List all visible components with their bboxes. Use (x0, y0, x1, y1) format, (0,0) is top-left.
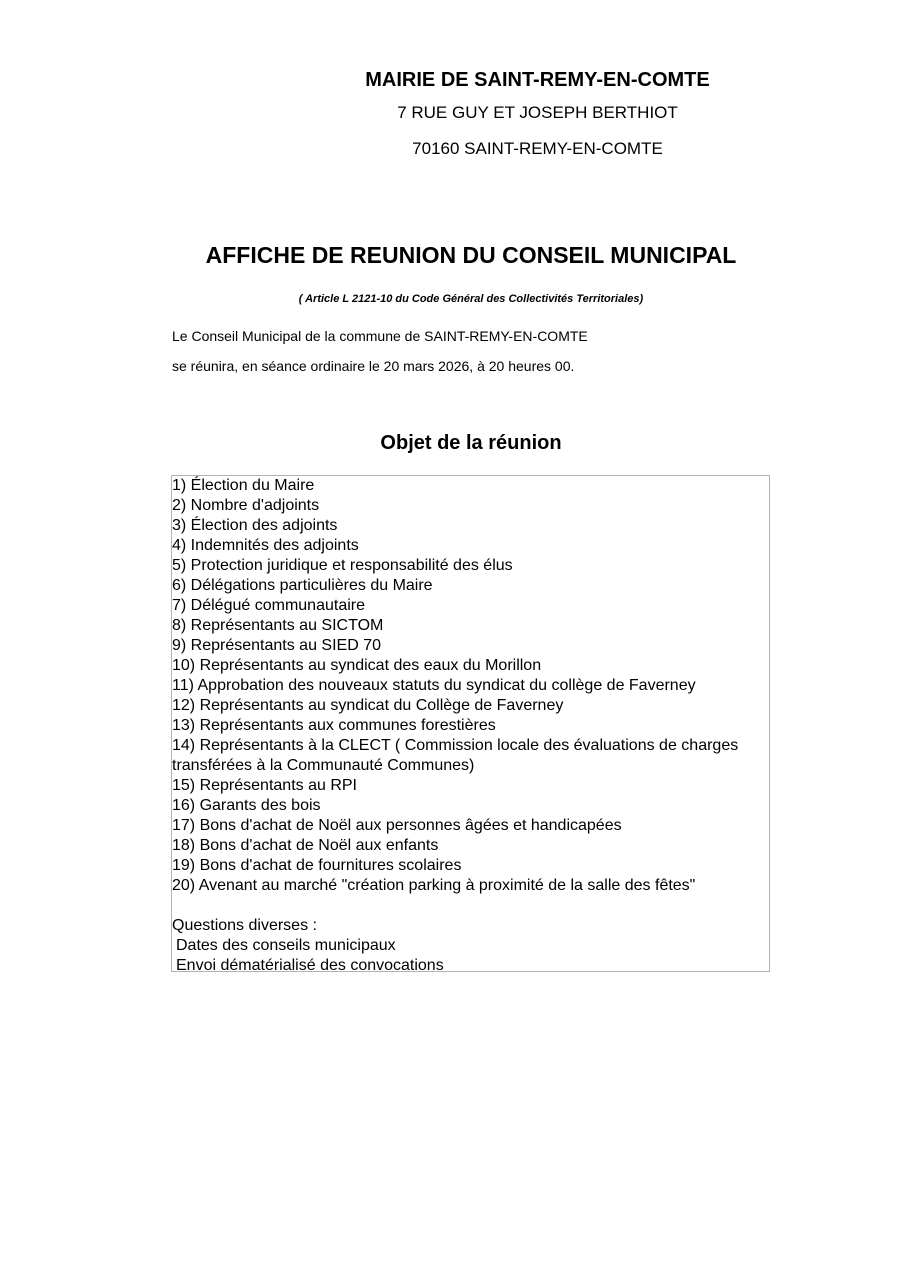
agenda-box (171, 475, 770, 972)
mairie-address-street: 7 RUE GUY ET JOSEPH BERTHIOT (397, 103, 678, 122)
agenda-item: 13) Représentants aux communes forestières (172, 717, 496, 734)
agenda-list (172, 476, 769, 896)
agenda-item: 11) Approbation des nouveaux statuts du syndicat du collège de Faverney (172, 677, 696, 694)
agenda-heading: Objet de la réunion (380, 432, 562, 454)
agenda-item: 4) Indemnités des adjoints (172, 537, 359, 554)
agenda-item: 8) Représentants au SICTOM (172, 617, 384, 634)
agenda-item: 7) Délégué communautaire (172, 597, 365, 614)
page-title: AFFICHE DE REUNION DU CONSEIL MUNICIPAL (205, 242, 737, 268)
mairie-address-city: 70160 SAINT-REMY-EN-COMTE (412, 139, 663, 158)
questions-diverses-title: Questions diverses : (172, 917, 317, 934)
agenda-item: 18) Bons d'achat de Noël aux enfants (172, 837, 439, 854)
legal-reference: ( Article L 2121-10 du Code Général des Collectivités Territoriales) (298, 293, 644, 305)
agenda-item: 17) Bons d'achat de Noël aux personnes âgées et handicapées (172, 817, 622, 834)
intro-line-session: se réunira, en séance ordinaire le 20 mars 2026, à 20 heures 00. (172, 358, 575, 374)
intro-line-commune: Le Conseil Municipal de la commune de SAINT-REMY-EN-COMTE (172, 328, 588, 344)
questions-diverses-item: Dates des conseils municipaux (176, 937, 396, 954)
agenda-item: 15) Représentants au RPI (172, 777, 357, 794)
agenda-item: 2) Nombre d'adjoints (172, 497, 320, 514)
agenda-item: 3) Élection des adjoints (172, 517, 338, 534)
mairie-name: MAIRIE DE SAINT-REMY-EN-COMTE (365, 69, 710, 91)
agenda-item: 6) Délégations particulières du Maire (172, 577, 433, 594)
questions-diverses-item: Envoi dématérialisé des convocations (176, 957, 444, 974)
agenda-item: 16) Garants des bois (172, 797, 321, 814)
agenda-spacer (172, 896, 769, 916)
agenda-item: 12) Représentants au syndicat du Collège de Faverney (172, 697, 564, 714)
agenda-item: 10) Représentants au syndicat des eaux du Morillon (172, 657, 542, 674)
agenda-item: 1) Élection du Maire (172, 477, 315, 494)
agenda-item: 14) Représentants à la CLECT ( Commission locale des évaluations de charges transférées à la Communauté Communes) (172, 737, 739, 774)
agenda-item: 19) Bons d'achat de fournitures scolaires (172, 857, 462, 874)
agenda-item: 9) Représentants au SIED 70 (172, 637, 382, 654)
agenda-item: 20) Avenant au marché "création parking à proximité de la salle des fêtes" (172, 877, 696, 894)
agenda-item: 5) Protection juridique et responsabilité des élus (172, 557, 513, 574)
mairie-header (300, 66, 775, 159)
